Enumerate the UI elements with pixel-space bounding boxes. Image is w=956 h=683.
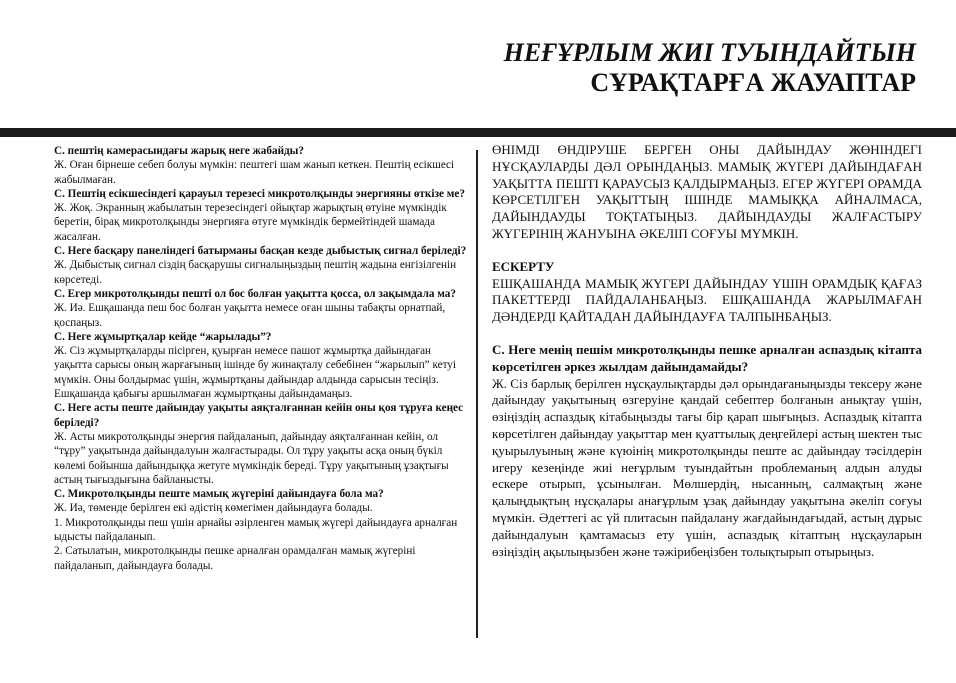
question-5: С. Неге жұмыртқалар кейде “жарылады”? bbox=[54, 330, 272, 343]
header-divider bbox=[0, 128, 956, 137]
question-6: С. Неге асты пеште дайындау уақыты аяқталғаннан кейін оны қоя тұруға кеңес беріледі? bbox=[54, 402, 464, 429]
answer-8: Ж. Сіз барлық берілген нұсқаулықтарды дәл орындағаныңызды тексеру және дайындау уақытының өзгеруіне қандай себептер болғанын анықтау үшін, өзіңіздің аспаздық кітабыңызды тағы бір қарап шығыңыз. Аспаздық кітапта көрсетілген дайындау уақыттар мен қуаттылық деңгейлері астың шектен тыс қуырылуының және күюінің микротолқынды пеште ас дайындау тәсілдерін игеру кезеңінде жиі неғұрлым туындайтын проблеманың алдын алуды ескере отырып, ұсынылған. Мөлшердің, нысанның, салмақтың және қалыңдықтың нұсқалары анағұрлым ұзақ дайындау уақытына әкеліп соғуы мүмкін. Әдеттегі ас үй плитасын пайдалану жағдайындағыдай, астың дұрыс дайындалуын қамтамасыз ету үшін, аспаздық кітаптың нұсқауларын өзіңіздің ақылыңызбен және тәжірибеңізбен толықтырып отырыңыз. bbox=[492, 375, 922, 559]
left-column bbox=[54, 144, 468, 573]
column-divider bbox=[476, 150, 478, 638]
answer-7: Ж. Иә, төменде берілген екі әдістің көмегімен дайындауға болады. 1. Микротолқынды пеш үшін арнайы әзірленген мамық жүгері дайындауға арналған ыдысты пайдаланып. 2. Сатылатын, микротолқынды пешке арналған орамдалған мамық жүгеріні пайдаланып, дайындауға болады. bbox=[54, 502, 458, 572]
question-7: С. Микротолқынды пеште мамық жүгеріні дайындауға бола ма? bbox=[54, 488, 384, 501]
answer-5: Ж. Сіз жұмыртқаларды пісірген, қуырған немесе пашот жұмыртқа дайындаған уақытта сарысы оның жарғағының ішінде бу жинақталу себебінен “жарылып” кетуі мүмкін. Оны болдырмас үшін, жұмыртқаны дайындар алдында сарысын тесіңіз. Ешқашанда қабығы аршылмаған жұмыртқаны дайындамаңыз. bbox=[54, 345, 457, 401]
answer-4: Ж. Иә. Ешқашанда пеш бос болған уақытта немесе оған шыны табақты орнатпай, қоспаңыз. bbox=[54, 302, 446, 329]
page-title-line2: СҰРАҚТАРҒА ЖАУАПТАР bbox=[590, 68, 916, 97]
question-4: С. Егер микротолқынды пешті ол бос болған уақытта қосса, ол зақымдала ма? bbox=[54, 287, 456, 300]
warning-title: ЕСКЕРТУ bbox=[492, 258, 555, 274]
question-3: С. Неге басқару панеліндегі батырманы басқан кезде дыбыстық сигнал беріледі? bbox=[54, 245, 467, 258]
answer-2: Ж. Жоқ. Экранның жабылатын терезесіндегі ойықтар жарықтың өтуіне мүмкіндік беретін, бірақ микротолқынды энергияға өтуге мүмкіндік бермейтіндей шамада жасалған. bbox=[54, 202, 447, 243]
instructions-paragraph: ӨНІМДІ ӨНДІРУШЕ БЕРГЕН ОНЫ ДАЙЫНДАУ ЖӨНІНДЕГІ НҰСҚАУЛАРДЫ ДӘЛ ОРЫНДАҢЫЗ. МАМЫҚ ЖҮГЕРІ ДАЙЫНДАҒАН УАҚЫТТА ПЕШТІ ҚАРАУСЫЗ ҚАЛДЫРМАҢЫЗ. ЕГЕР ЖҮГЕРІ ОРАМДА КӨРСЕТІЛГЕН УАҚЫТТЫҢ ІШІНДЕ МАМЫҚҚА АЙНАЛМАСА, ДАЙЫНДАУДЫ ТОҚТАТЫҢЫЗ. ДАЙЫНДАУДЫ ЖАЛҒАСТЫРУ ЖҮГЕРІНІҢ ЖАНУЫНА ӘКЕЛІП СОҒУЫ МҮМКІН. bbox=[492, 142, 922, 241]
warning-text: ЕШҚАШАНДА МАМЫҚ ЖҮГЕРІ ДАЙЫНДАУ ҮШІН ОРАМДЫҚ ҚАҒАЗ ПАКЕТТЕРДІ ПАЙДАЛАНБАҢЫЗ. ЕШҚАШАНДА ЖАРЫЛМАҒАН ДӘНДЕРДІ ҚАЙТАДАН ДАЙЫНДАУҒА ТАЛПЫНБАҢЫЗ. bbox=[492, 275, 922, 325]
answer-6: Ж. Асты микротолқынды энергия пайдаланып, дайындау аяқталғаннан кейін, ол “тұру” уақытында дайындалуын жалғастырады. Ол тұру уақыты асқа оның бүкіл көлемі бойынша дайындыққа жетуге мүмкіндік береді. Тұру уақытының ұзақтығы астың тығыздығына байланысты. bbox=[54, 430, 449, 486]
right-column bbox=[492, 142, 922, 560]
page-title bbox=[504, 38, 916, 98]
question-8: С. Неге менің пешім микротолқынды пешке арналған аспаздық кітапта көрсетілген әркез жылдам дайындамайды? bbox=[492, 341, 922, 374]
answer-3: Ж. Дыбыстық сигнал сіздің басқарушы сигналыңыздың пештің жадына енгізілгенін көрсетеді. bbox=[54, 259, 457, 286]
question-2: С. Пештің есікшесіндегі қарауыл терезесі микротолқынды энергияны өткізе ме? bbox=[54, 187, 465, 200]
answer-1: Ж. Оған бірнеше себеп болуы мүмкін: пештегі шам жанып кеткен. Пештің есікшесі жабылмаған. bbox=[54, 159, 455, 186]
page-title-line1: НЕҒҰРЛЫМ ЖИІ ТУЫНДАЙТЫН bbox=[503, 38, 916, 67]
question-1: С. пештің камерасындағы жарық неге жабайды? bbox=[54, 145, 304, 157]
